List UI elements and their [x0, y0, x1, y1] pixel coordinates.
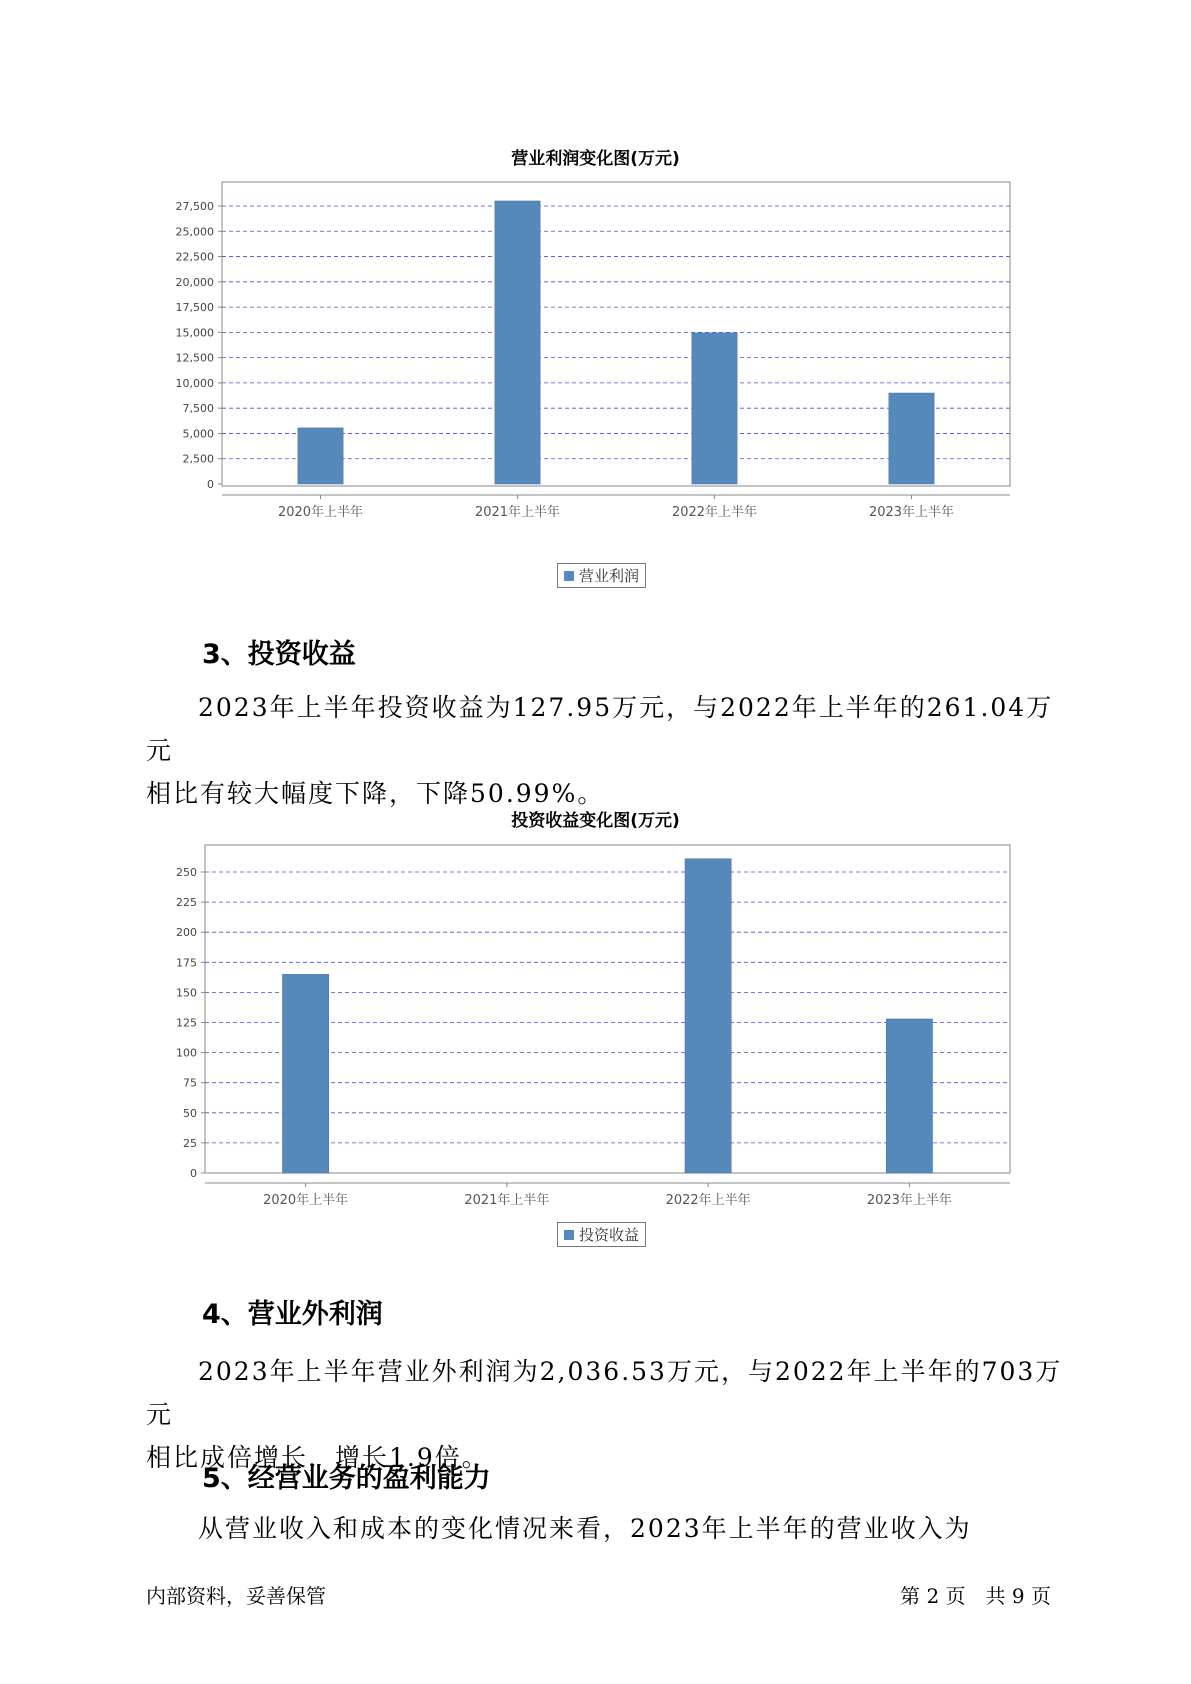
- y-tick-label: 27,500: [175, 200, 214, 213]
- x-tick-label: 2023年上半年: [868, 505, 955, 520]
- y-tick-label: 17,500: [175, 301, 214, 315]
- y-tick-label: 150: [176, 986, 197, 1000]
- section4-heading: 4、营业外利润: [202, 1299, 383, 1330]
- y-tick-label: 250: [176, 866, 197, 879]
- chart1-legend: [557, 563, 646, 588]
- y-tick-label: 7,500: [182, 402, 214, 416]
- chart2-title: 投资收益变化图(万元): [511, 811, 680, 831]
- x-tick-label: 2021年上半年: [474, 505, 561, 520]
- y-tick-label: 22,500: [175, 250, 214, 264]
- chart1-title: 营业利润变化图(万元): [511, 149, 680, 169]
- x-tick-label: 2023年上半年: [866, 1193, 952, 1208]
- footer-left: 内部资料，妥善保管: [146, 1584, 326, 1608]
- chart2-legend: [557, 1222, 646, 1247]
- y-tick-label: 10,000: [175, 376, 214, 390]
- x-tick-label: 2020年上半年: [277, 505, 364, 520]
- y-tick-label: 25: [183, 1136, 197, 1150]
- bar: [282, 974, 328, 1173]
- section3-heading: 3、投资收益: [202, 639, 356, 670]
- section5-paragraph: [146, 1507, 1066, 1550]
- y-tick-label: 5,000: [182, 427, 214, 441]
- legend-swatch: [564, 571, 574, 581]
- y-tick-label: 20,000: [175, 275, 214, 289]
- chart2-legend-label: 投资收益: [579, 1226, 640, 1244]
- y-tick-label: 12,500: [175, 351, 214, 365]
- y-tick-label: 0: [207, 478, 214, 491]
- y-tick-label: 75: [183, 1076, 197, 1090]
- y-tick-label: 200: [176, 926, 197, 940]
- y-tick-label: 25,000: [175, 225, 214, 239]
- y-tick-label: 225: [176, 896, 197, 910]
- section4-line2: 相比成倍增长，增长1.9倍。: [146, 1443, 489, 1472]
- bar: [685, 859, 731, 1173]
- y-tick-label: 15,000: [175, 326, 214, 340]
- y-tick-label: 100: [176, 1046, 197, 1060]
- y-tick-label: 50: [183, 1106, 197, 1120]
- investment-income-chart: [0, 835, 1191, 1208]
- section5-heading: 5、经营业务的盈利能力: [202, 1463, 491, 1494]
- section3-line2: 相比有较大幅度下降，下降50.99%。: [146, 779, 605, 808]
- section3-paragraph: [146, 686, 1066, 815]
- bar: [495, 201, 540, 484]
- bar: [298, 428, 343, 484]
- bar: [692, 333, 737, 484]
- x-tick-label: 2022年上半年: [671, 505, 758, 520]
- y-tick-label: 0: [190, 1167, 197, 1180]
- x-tick-label: 2022年上半年: [665, 1193, 751, 1208]
- bar: [889, 393, 934, 484]
- x-tick-label: 2020年上半年: [263, 1193, 349, 1208]
- section4-line1: 2023年上半年营业外利润为2,036.53万元，与2022年上半年的703万元: [146, 1357, 1063, 1429]
- chart1-legend-label: 营业利润: [579, 567, 640, 585]
- y-tick-label: 125: [176, 1016, 197, 1030]
- bar: [886, 1019, 932, 1173]
- section3-line1: 2023年上半年投资收益为127.95万元，与2022年上半年的261.04万元: [146, 693, 1054, 765]
- y-tick-label: 175: [176, 956, 197, 970]
- legend-swatch: [564, 1230, 574, 1240]
- section5-line1: 从营业收入和成本的变化情况来看，2023年上半年的营业收入为: [198, 1514, 972, 1543]
- operating-profit-chart: [0, 170, 1191, 520]
- y-tick-label: 2,500: [182, 452, 214, 466]
- footer-page-number: 第 2 页 共 9 页: [900, 1584, 1051, 1608]
- x-tick-label: 2021年上半年: [464, 1193, 550, 1208]
